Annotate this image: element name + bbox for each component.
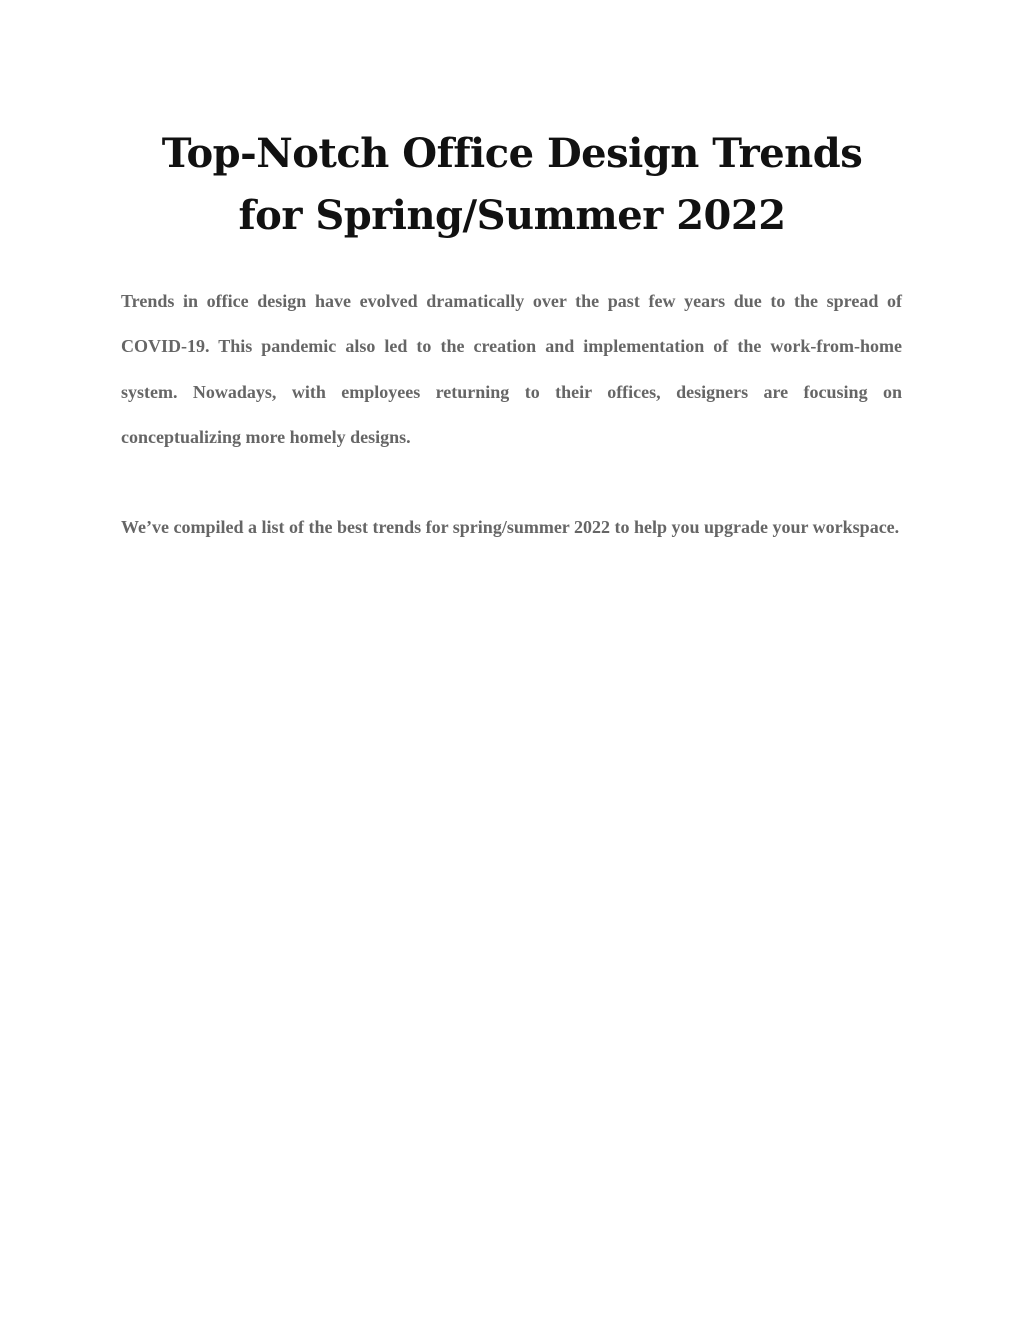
summary-paragraph: We’ve compiled a list of the best trends for spring/summer 2022 to help you upgrade your workspace. [121,517,900,537]
intro-paragraph: Trends in office design have evolved dramatically over the past few years due to the spread of COVID-19. This pandemic also led to the creation and implementation of the work-from-home system. Nowadays, with employees returning to their offices, designers are focusing on conceptualizing more homely designs. [121,291,902,447]
title-line-2: for Spring/Summer 2022 [238,192,786,239]
page-title [80,123,944,247]
title-line-1: Top-Notch Office Design Trends [161,130,863,177]
